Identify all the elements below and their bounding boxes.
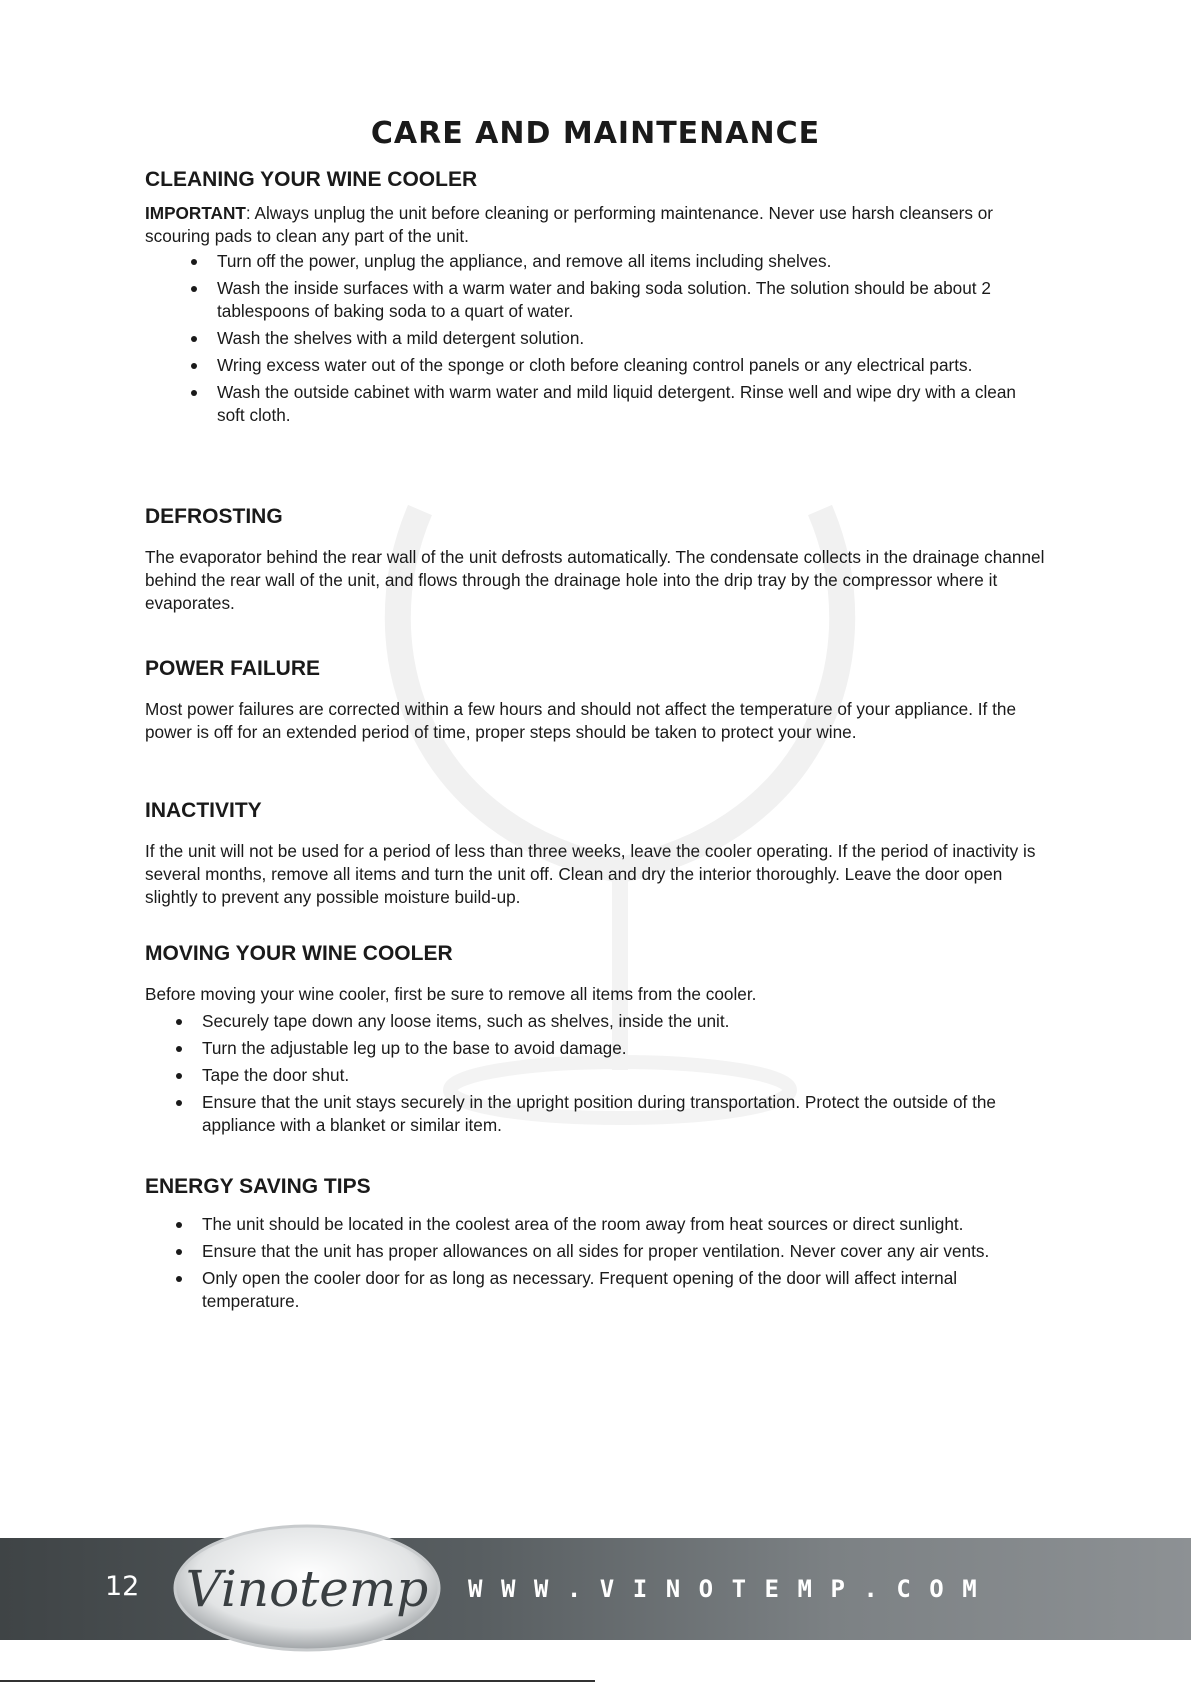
bullet-icon: [176, 1073, 182, 1079]
bottom-rule: [0, 1680, 595, 1682]
list-item: Ensure that the unit stays securely in the upright position during transportation. Protect the outside of the appliance with a blanket or similar item.: [202, 1091, 1045, 1137]
important-paragraph: [145, 202, 1045, 248]
defrosting-text: The evaporator behind the rear wall of the unit defrosts automatically. The condensate collects in the drainage channel behind the rear wall of the unit, and flows through the drainage hole into the drip tray by the compressor where it evaporates.: [145, 547, 1045, 613]
list-item: Turn the adjustable leg up to the base to avoid damage.: [202, 1037, 1045, 1060]
inactivity-section: [145, 799, 1045, 909]
bullet-icon: [191, 259, 197, 265]
bullet-icon: [176, 1222, 182, 1228]
cleaning-list: [145, 250, 1045, 427]
list-item: The unit should be located in the coolest area of the room away from heat sources or direct sunlight.: [202, 1213, 1045, 1236]
list-item: Wring excess water out of the sponge or cloth before cleaning control panels or any electrical parts.: [217, 354, 1045, 377]
power-failure-heading: POWER FAILURE: [145, 657, 321, 680]
moving-list: [145, 1010, 1045, 1137]
inactivity-text: If the unit will not be used for a period of less than three weeks, leave the cooler operating. If the period of inactivity is several months, remove all items and turn the unit off. Clean and dry the interior thoroughly. Leave the door open slightly to prevent any possible moisture build-up.: [145, 841, 1036, 907]
list-item: Tape the door shut.: [202, 1064, 1045, 1087]
logo-text: Vinotemp: [185, 1560, 429, 1618]
bullet-icon: [176, 1249, 182, 1255]
important-label: IMPORTANT: [145, 203, 246, 223]
bullet-icon: [176, 1100, 182, 1106]
list-item: Wash the shelves with a mild detergent solution.: [217, 327, 1045, 350]
bullet-icon: [191, 390, 197, 396]
bullet-icon: [176, 1276, 182, 1282]
moving-heading: MOVING YOUR WINE COOLER: [145, 942, 453, 965]
list-item: Wash the outside cabinet with warm water and mild liquid detergent. Rinse well and wipe dry with a clean soft cloth.: [217, 381, 1045, 427]
power-failure-section: [145, 657, 1045, 744]
inactivity-heading: INACTIVITY: [145, 799, 262, 822]
bullet-icon: [176, 1046, 182, 1052]
list-item: Securely tape down any loose items, such as shelves, inside the unit.: [202, 1010, 1045, 1033]
list-item: Turn off the power, unplug the appliance, and remove all items including shelves.: [217, 250, 1045, 273]
bullet-icon: [191, 286, 197, 292]
energy-list: [145, 1213, 1045, 1313]
cleaning-heading: CLEANING YOUR WINE COOLER: [145, 168, 478, 191]
energy-heading: ENERGY SAVING TIPS: [145, 1175, 371, 1198]
website-url: WWW.VINOTEMP.COM: [468, 1575, 996, 1603]
defrosting-section: [145, 505, 1045, 615]
list-item: Ensure that the unit has proper allowances on all sides for proper ventilation. Never cover any air vents.: [202, 1240, 1045, 1263]
moving-intro: Before moving your wine cooler, first be sure to remove all items from the cooler.: [145, 984, 757, 1004]
important-text: : Always unplug the unit before cleaning or performing maintenance. Never use harsh cleansers or scouring pads to clean any part of the unit.: [145, 203, 994, 246]
page-number: 12: [105, 1571, 140, 1602]
bullet-icon: [191, 363, 197, 369]
bullet-icon: [191, 336, 197, 342]
page-title: CARE AND MAINTENANCE: [370, 116, 821, 151]
cleaning-section: [145, 168, 1045, 431]
list-item: Wash the inside surfaces with a warm water and baking soda solution. The solution should be about 2 tablespoons of baking soda to a quart of water.: [217, 277, 1045, 323]
list-item: Only open the cooler door for as long as necessary. Frequent opening of the door will affect internal temperature.: [202, 1267, 1045, 1313]
moving-section: [145, 942, 1045, 1141]
power-failure-text: Most power failures are corrected within a few hours and should not affect the temperature of your appliance. If the power is off for an extended period of time, proper steps should be taken to protect your wine.: [145, 699, 1016, 742]
defrosting-heading: DEFROSTING: [145, 505, 283, 528]
bullet-icon: [176, 1019, 182, 1025]
energy-section: [145, 1175, 1045, 1317]
vinotemp-logo: [172, 1522, 442, 1654]
